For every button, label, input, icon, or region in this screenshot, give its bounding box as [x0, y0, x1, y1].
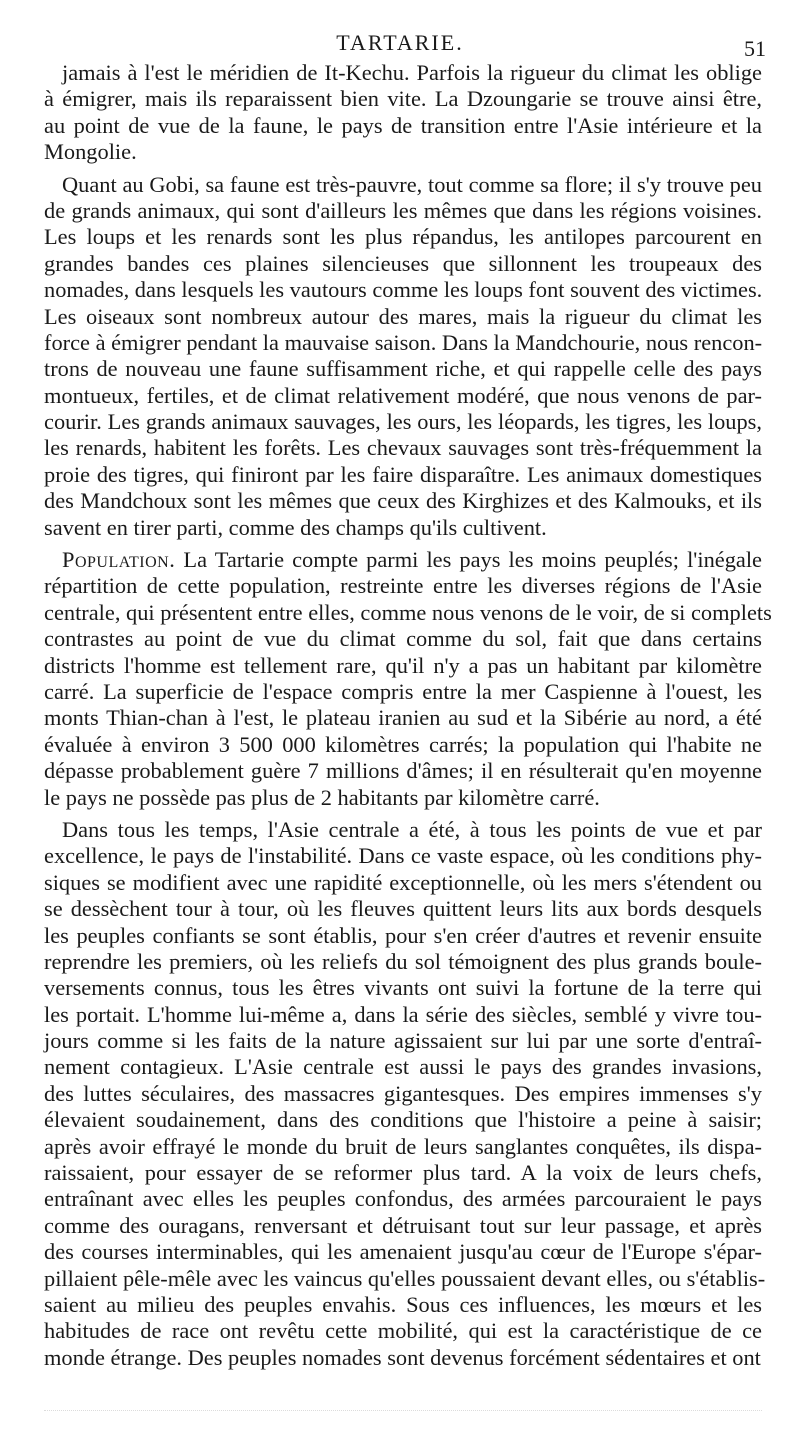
text-line [44, 1160, 762, 1186]
text-line [44, 843, 762, 869]
text-line [44, 923, 762, 949]
text-line [44, 462, 762, 488]
text-line [44, 409, 762, 435]
text-line [44, 172, 762, 198]
text-line [44, 626, 762, 652]
running-head [0, 30, 800, 60]
line-text: jamais à l'est le méridien de It-Kechu. Parfois la rigueur du climat les oblige [62, 60, 762, 85]
text-line [44, 224, 762, 250]
body-text [44, 60, 772, 1371]
line-text: évaluée à environ 3 500 000 kilomètres carrés; la population qui l'habite ne [44, 731, 762, 757]
line-text: habitudes de race ont revêtu cette mobilité, qui est la caractéristique de ce [44, 1318, 762, 1344]
text-line [44, 949, 762, 975]
line-text: excellence, le pays de l'instabilité. Dans ce vaste espace, où les conditions phy- [44, 843, 762, 869]
line-text: Mongolie. [44, 139, 137, 165]
line-text: La Tartarie compte parmi les pays les moins peuplés; l'inégale [175, 547, 762, 573]
line-text: montueux, fertiles, et de climat relativement modéré, que nous venons de par- [44, 382, 762, 408]
line-text: Quant au Gobi, sa faune est très-pauvre, tout comme sa flore; il s'y trouve peu [62, 171, 762, 197]
text-line [44, 1213, 762, 1239]
text-line [44, 547, 762, 573]
footer-marks [44, 1410, 762, 1415]
text-line [44, 356, 762, 382]
text-line [44, 139, 762, 165]
line-text: saient au milieu des peuples envahis. Sous ces influences, les mœurs et les [44, 1291, 762, 1317]
line-text: les peuples confiants se sont établis, pour s'en créer d'autres et revenir ensuite [44, 922, 762, 948]
line-text: dépasse probablement guère 7 millions d'âmes; il en résulterait qu'en moyenne [44, 758, 762, 784]
text-line [44, 1265, 766, 1292]
line-text: proie des tigres, qui finiront par les faire disparaître. Les animaux domestiques [44, 461, 762, 487]
line-text: siques se modifient avec une rapidité exceptionnelle, où les mers s'étendent ou [44, 869, 762, 895]
line-text: grandes bandes ces plaines silencieuses que sillonnent les troupeaux des [44, 250, 762, 276]
text-line [44, 1292, 762, 1318]
section-heading: Population. [62, 547, 176, 573]
line-text: trons de nouveau une faune suffisamment riche, et qui rappelle celle des pays [44, 356, 762, 382]
line-text: se dessèchent tour à tour, où les fleuves quittent leurs lits aux bords desquels [44, 896, 762, 922]
running-title: TARTARIE. [336, 30, 464, 55]
text-line [44, 1028, 762, 1054]
text-line [44, 896, 762, 922]
text-line [44, 1054, 762, 1080]
text-line [44, 599, 772, 626]
text-line [44, 975, 762, 1001]
line-text: nement contagieux. L'Asie centrale est aussi le pays des grandes invasions, [44, 1054, 762, 1080]
line-text: Dans tous les temps, l'Asie centrale a été, à tous les points de vue et par [62, 816, 762, 842]
line-text: force à émigrer pendant la mauvaise saison. Dans la Mandchourie, nous rencon- [44, 329, 763, 355]
text-line [44, 1107, 762, 1133]
line-text: Les loups et les renards sont les plus répandus, les antilopes parcourent en [44, 224, 762, 250]
line-text: raissaient, pour essayer de se reformer plus tard. A la voix de leurs chefs, [44, 1160, 762, 1186]
text-line [44, 653, 762, 679]
text-line [44, 1134, 762, 1160]
text-line [44, 870, 762, 896]
text-line [44, 113, 762, 139]
line-text: après avoir effrayé le monde du bruit de leurs sanglantes conquêtes, ils dispa- [44, 1133, 762, 1159]
text-line [44, 1239, 762, 1265]
line-text: Les oiseaux sont nombreux autour des mares, mais la rigueur du climat les [44, 303, 762, 329]
text-line [44, 1002, 762, 1028]
text-line [44, 277, 762, 303]
line-text: carré. La superficie de l'espace compris entre la mer Caspienne à l'ouest, les [44, 678, 762, 704]
line-text: pillaient pêle-mêle avec les vaincus qu'elles poussaient devant elles, ou s'établis- [44, 1265, 766, 1291]
line-text: les renards, habitent les forêts. Les chevaux sauvages sont très-fréquemment la [44, 435, 762, 461]
line-text: des luttes séculaires, des massacres gigantesques. Des empires immenses s'y [44, 1080, 762, 1106]
text-line [44, 86, 762, 112]
page-number: 51 [744, 36, 766, 61]
text-line [44, 705, 762, 731]
line-text: courir. Les grands animaux sauvages, les ours, les léopards, les tigres, les loups, [44, 409, 762, 435]
text-line [44, 679, 762, 705]
text-line [44, 251, 762, 277]
text-line [44, 488, 762, 514]
text-line [44, 383, 762, 409]
line-text: élevaient soudainement, dans des conditions que l'histoire a peine à saisir; [44, 1107, 762, 1133]
line-text: à émigrer, mais ils reparaissent bien vite. La Dzoungarie se trouve ainsi être, [44, 86, 762, 112]
text-line [44, 1318, 762, 1344]
text-line [44, 1081, 762, 1107]
line-text: versements connus, tous les êtres vivants ont suivi la fortune de la terre qui [44, 975, 762, 1001]
paragraph-p2 [44, 172, 762, 541]
line-text: monts Thian-chan à l'est, le plateau iranien au sud et la Sibérie au nord, a été [44, 705, 762, 731]
line-text: reprendre les premiers, où les reliefs du sol témoignent des plus grands boule- [44, 948, 762, 974]
line-text: les portait. L'homme lui-même a, dans la série des siècles, semblé y vivre tou- [44, 1001, 762, 1027]
line-text: répartition de cette population, restreinte entre les diverses régions de l'Asie [44, 573, 762, 599]
paragraph-p4 [44, 816, 766, 1371]
text-line [44, 304, 762, 330]
line-text: entraînant avec elles les peuples confondus, des armées parcouraient le pays [44, 1186, 762, 1212]
line-text: des Mandchoux sont les mêmes que ceux des Kirghizes et des Kalmouks, et ils [44, 488, 762, 514]
line-text: de grands animaux, qui sont d'ailleurs les mêmes que dans les régions voisines. [44, 197, 762, 223]
paragraph-p3 [44, 547, 772, 811]
line-text: nomades, dans lesquels les vautours comme les loups font souvent des victimes. [44, 277, 763, 303]
text-line [44, 573, 762, 599]
text-line [44, 198, 762, 224]
line-text: le pays ne possède pas plus de 2 habitants par kilomètre carré. [44, 784, 600, 810]
line-text: centrale, qui présentent entre elles, comme nous venons de le voir, de si complets [44, 599, 772, 625]
paragraph-p1 [44, 60, 762, 166]
line-text: comme des ouragans, renversant et détruisant tout sur leur passage, et après [44, 1212, 762, 1238]
text-line [44, 817, 762, 843]
line-text: contrastes au point de vue du climat comme du sol, fait que dans certains [44, 626, 762, 652]
text-line [44, 1186, 762, 1212]
text-line [44, 732, 762, 758]
text-line [44, 785, 762, 811]
text-line [44, 1345, 762, 1371]
line-text: monde étrange. Des peuples nomades sont devenus forcément sédentaires et ont [44, 1344, 761, 1370]
line-text: jours comme si les faits de la nature agissaient sur lui par une sorte d'entraî- [44, 1028, 762, 1054]
text-line [44, 60, 762, 86]
text-line [44, 435, 762, 461]
line-text: des courses interminables, qui les amenaient jusqu'au cœur de l'Europe s'épar- [44, 1239, 762, 1265]
line-text: districts l'homme est tellement rare, qu'il n'y a pas un habitant par kilomètre [44, 652, 762, 678]
text-line [44, 330, 762, 356]
text-line [44, 758, 762, 784]
line-text: savent en tirer parti, comme des champs qu'ils cultivent. [44, 514, 547, 540]
text-line [44, 515, 762, 541]
line-text: au point de vue de la faune, le pays de transition entre l'Asie intérieure et la [44, 112, 762, 138]
